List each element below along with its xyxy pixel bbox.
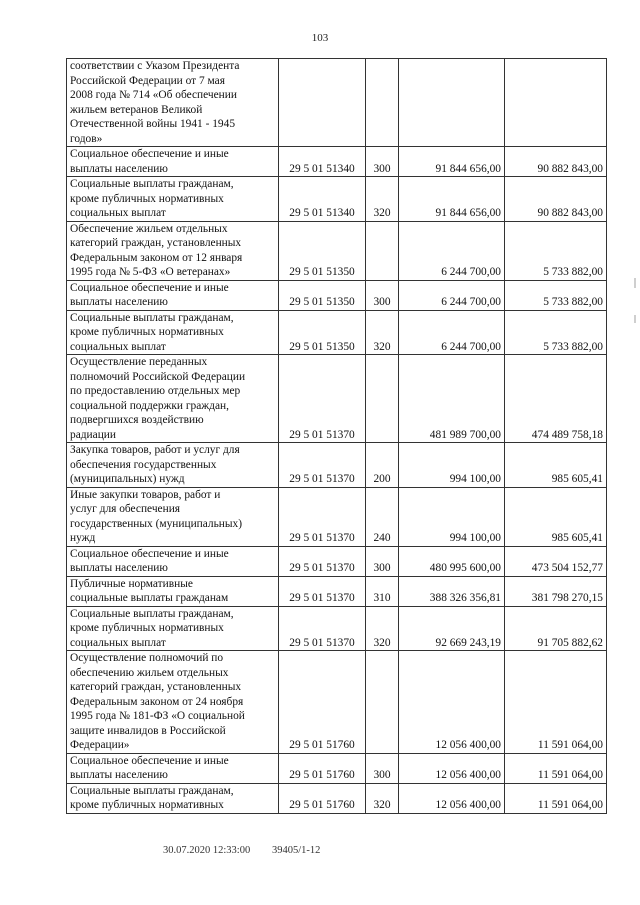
amount-cell: 994 100,00 xyxy=(399,487,505,546)
amount-cell: 6 244 700,00 xyxy=(399,310,505,355)
amount-cell: 473 504 152,77 xyxy=(505,546,607,576)
expense-type-cell xyxy=(366,59,399,147)
amount-cell: 91 844 656,00 xyxy=(399,177,505,222)
amount-cell: 388 326 356,81 xyxy=(399,576,505,606)
expense-type-cell: 300 xyxy=(366,280,399,310)
expense-type-cell: 200 xyxy=(366,443,399,488)
expense-type-cell: 320 xyxy=(366,177,399,222)
amount-cell: 12 056 400,00 xyxy=(399,651,505,754)
expense-type-cell: 300 xyxy=(366,546,399,576)
amount-cell: 5 733 882,00 xyxy=(505,280,607,310)
amount-cell: 11 591 064,00 xyxy=(505,651,607,754)
amount-cell: 12 056 400,00 xyxy=(399,783,505,813)
classification-code-cell: 29 5 01 51340 xyxy=(279,147,366,177)
amount-cell: 5 733 882,00 xyxy=(505,221,607,280)
amount-cell: 12 056 400,00 xyxy=(399,753,505,783)
classification-code-cell: 29 5 01 51370 xyxy=(279,576,366,606)
amount-cell: 985 605,41 xyxy=(505,443,607,488)
amount-cell: 11 591 064,00 xyxy=(505,783,607,813)
amount-cell: 90 882 843,00 xyxy=(505,147,607,177)
expense-name-cell: Социальные выплаты гражданам, кроме публичных нормативных xyxy=(67,783,279,813)
expense-type-cell: 240 xyxy=(366,487,399,546)
amount-cell: 91 705 882,62 xyxy=(505,606,607,651)
table-row xyxy=(67,177,607,222)
document-id: 39405/1-12 xyxy=(272,845,321,856)
classification-code-cell: 29 5 01 51350 xyxy=(279,221,366,280)
amount-cell: 985 605,41 xyxy=(505,487,607,546)
table-row xyxy=(67,487,607,546)
amount-cell: 474 489 758,18 xyxy=(505,355,607,443)
amount-cell: 92 669 243,19 xyxy=(399,606,505,651)
table-row xyxy=(67,576,607,606)
expense-type-cell: 320 xyxy=(366,783,399,813)
table-row xyxy=(67,546,607,576)
expense-type-cell: 320 xyxy=(366,310,399,355)
table-row xyxy=(67,59,607,147)
expense-name-cell: Обеспечение жильем отдельных категорий граждан, установленных Федеральным законом от 12 января 1995 года № 5-ФЗ «О ветеранах» xyxy=(67,221,279,280)
amount-cell: 91 844 656,00 xyxy=(399,147,505,177)
amount-cell: 6 244 700,00 xyxy=(399,221,505,280)
classification-code-cell: 29 5 01 51350 xyxy=(279,310,366,355)
expense-name-cell: Иные закупки товаров, работ и услуг для обеспечения государственных (муниципальных) нужд xyxy=(67,487,279,546)
budget-table-body xyxy=(67,59,607,814)
amount-cell: 6 244 700,00 xyxy=(399,280,505,310)
expense-type-cell: 300 xyxy=(366,147,399,177)
expense-type-cell: 310 xyxy=(366,576,399,606)
classification-code-cell: 29 5 01 51370 xyxy=(279,355,366,443)
expense-name-cell: Осуществление полномочий по обеспечению жильем отдельных категорий граждан, установленных Федеральным законом от 24 ноября 1995 года № 181-ФЗ «О социальной защите инвалидов в Российской Федерации» xyxy=(67,651,279,754)
budget-table xyxy=(66,58,607,814)
expense-type-cell xyxy=(366,355,399,443)
table-row xyxy=(67,355,607,443)
table-row xyxy=(67,443,607,488)
amount-cell xyxy=(505,59,607,147)
scan-edge-mark xyxy=(634,315,636,323)
expense-name-cell: Социальные выплаты гражданам, кроме публичных нормативных социальных выплат xyxy=(67,606,279,651)
page-number: 103 xyxy=(311,32,329,44)
expense-name-cell: соответствии с Указом Президента Российской Федерации от 7 мая 2008 года № 714 «Об обеспечении жильем ветеранов Великой Отечественной войны 1941 - 1945 годов» xyxy=(67,59,279,147)
classification-code-cell: 29 5 01 51760 xyxy=(279,783,366,813)
amount-cell: 90 882 843,00 xyxy=(505,177,607,222)
scan-edge-mark xyxy=(634,278,636,288)
expense-type-cell: 320 xyxy=(366,606,399,651)
classification-code-cell: 29 5 01 51370 xyxy=(279,606,366,651)
classification-code-cell: 29 5 01 51760 xyxy=(279,753,366,783)
expense-name-cell: Закупка товаров, работ и услуг для обеспечения государственных (муниципальных) нужд xyxy=(67,443,279,488)
amount-cell: 5 733 882,00 xyxy=(505,310,607,355)
expense-name-cell: Социальное обеспечение и иные выплаты населению xyxy=(67,753,279,783)
expense-type-cell xyxy=(366,651,399,754)
amount-cell: 994 100,00 xyxy=(399,443,505,488)
table-row xyxy=(67,280,607,310)
table-row xyxy=(67,651,607,754)
expense-type-cell xyxy=(366,221,399,280)
classification-code-cell: 29 5 01 51760 xyxy=(279,651,366,754)
expense-name-cell: Социальные выплаты гражданам, кроме публичных нормативных социальных выплат xyxy=(67,177,279,222)
table-row xyxy=(67,753,607,783)
table-row xyxy=(67,783,607,813)
expense-name-cell: Публичные нормативные социальные выплаты гражданам xyxy=(67,576,279,606)
table-row xyxy=(67,221,607,280)
table-row xyxy=(67,606,607,651)
expense-name-cell: Социальное обеспечение и иные выплаты населению xyxy=(67,546,279,576)
expense-name-cell: Социальное обеспечение и иные выплаты населению xyxy=(67,147,279,177)
expense-name-cell: Осуществление переданных полномочий Российской Федерации по предоставлению отдельных мер социальной поддержки граждан, подвергшихся воздействию радиации xyxy=(67,355,279,443)
print-timestamp: 30.07.2020 12:33:00 xyxy=(163,845,251,856)
classification-code-cell xyxy=(279,59,366,147)
amount-cell: 481 989 700,00 xyxy=(399,355,505,443)
classification-code-cell: 29 5 01 51340 xyxy=(279,177,366,222)
expense-name-cell: Социальное обеспечение и иные выплаты населению xyxy=(67,280,279,310)
classification-code-cell: 29 5 01 51370 xyxy=(279,443,366,488)
classification-code-cell: 29 5 01 51370 xyxy=(279,487,366,546)
expense-type-cell: 300 xyxy=(366,753,399,783)
amount-cell: 381 798 270,15 xyxy=(505,576,607,606)
amount-cell: 480 995 600,00 xyxy=(399,546,505,576)
table-row xyxy=(67,310,607,355)
amount-cell: 11 591 064,00 xyxy=(505,753,607,783)
classification-code-cell: 29 5 01 51350 xyxy=(279,280,366,310)
amount-cell xyxy=(399,59,505,147)
classification-code-cell: 29 5 01 51370 xyxy=(279,546,366,576)
table-row xyxy=(67,147,607,177)
expense-name-cell: Социальные выплаты гражданам, кроме публичных нормативных социальных выплат xyxy=(67,310,279,355)
